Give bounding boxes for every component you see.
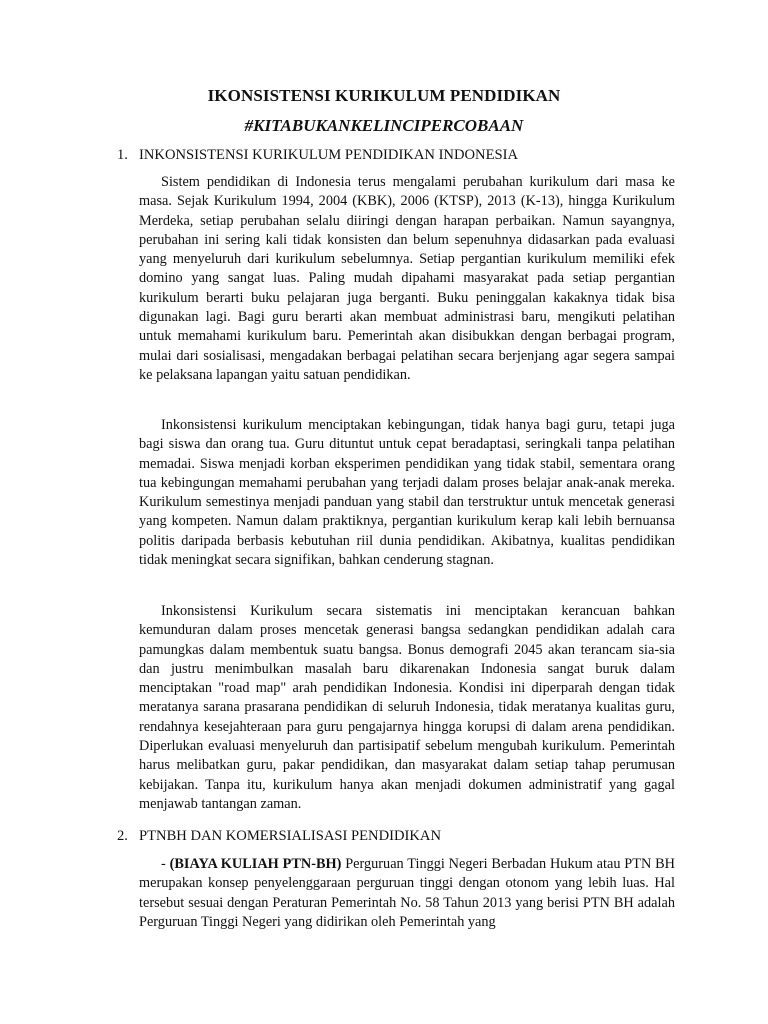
section-2-heading	[117, 826, 441, 846]
section-1-number: 1.	[117, 147, 128, 163]
section-1-paragraph-1: Sistem pendidikan di Indonesia terus mengalami perubahan kurikulum dari masa ke masa. Sejak Kurikulum 1994, 2004 (KBK), 2006 (KTSP), 2013 (K-13), hingga Kurikulum Merdeka, setiap perubahan selalu diiringi dengan harapan perbaikan. Namun sayangnya, perubahan ini sering kali tidak konsisten dan belum sepenuhnya didasarkan pada evaluasi yang menyeluruh dari kurikulum sebelumnya. Setiap pergantian kurikulum memiliki efek domino yang sangat luas. Paling mudah dipahami masyarakat pada setiap pergantian kurikulum berarti buku pelajaran juga berganti. Buku peninggalan kakaknya tidak bisa digunakan lagi. Bagi guru berarti akan membuat administrasi baru, mengikuti pelatihan untuk memahami kurikulum baru. Pemerintah akan disibukkan dengan berbagai program, mulai dari sosialisasi, mengadakan berbagai pelatihan secara berjenjang agar segera sampai ke pelaksana lapangan yaitu satuan pendidikan.	[139, 174, 675, 383]
section-2-title: PTNBH DAN KOMERSIALISASI PENDIDIKAN	[139, 828, 442, 844]
bold-label: (BIAYA KULIAH PTN-BH)	[169, 856, 342, 872]
section-1-title: INKONSISTENSI KURIKULUM PENDIDIKAN INDONESIA	[139, 147, 519, 163]
dash-prefix: -	[161, 856, 170, 872]
section-2-number: 2.	[117, 828, 128, 844]
section-1-heading	[117, 145, 518, 165]
document-title: IKONSISTENSI KURIKULUM PENDIDIKAN	[207, 86, 561, 105]
section-1-paragraph-2: Inkonsistensi kurikulum menciptakan kebingungan, tidak hanya bagi guru, tetapi juga bagi siswa dan orang tua. Guru dituntut untuk cepat beradaptasi, seringkali tanpa pelatihan memadai. Siswa menjadi korban eksperimen pendidikan yang tidak stabil, sementara orang tua kebingungan memahami perubahan yang terjadi dalam proses belajar anak-anak mereka. Kurikulum semestinya menjadi panduan yang stabil dan terstruktur untuk mencetak generasi yang kompeten. Namun dalam praktiknya, pergantian kurikulum kerap kali lebih bernuansa politis daripada berbasis kebutuhan riil dunia pendidikan. Akibatnya, kualitas pendidikan tidak meningkat secara signifikan, bahkan cenderung stagnan.	[139, 417, 675, 569]
document-hashtag: #KITABUKANKELINCIPERCOBAAN	[244, 116, 524, 135]
section-1-paragraph-3: Inkonsistensi Kurikulum secara sistematis ini menciptakan kerancuan bahkan kemunduran dalam proses mencetak generasi bangsa sedangkan pendidikan adalah cara pamungkas dalam membentuk suatu bangsa. Bonus demografi 2045 akan terancam sia-sia dan justru menimbulkan masalah baru dikarenakan Indonesia sangat buruk dalam menciptakan "road map" arah pendidikan Indonesia. Kondisi ini diperparah dengan tidak meratanya sarana prasarana pendidikan di seluruh Indonesia, tidak meratanya kualitas guru, rendahnya kesejahteraan para guru pengajarnya hingga korupsi di dalam arena pendidikan. Diperlukan evaluasi menyeluruh dan partisipatif sebelum mengubah kurikulum. Pemerintah harus melibatkan guru, pakar pendidikan, dan masyarakat dalam setiap tahap perumusan kebijakan. Tanpa itu, kurikulum hanya akan menjadi dokumen administratif yang gagal menjawab tantangan zaman.	[139, 603, 675, 812]
dash-paragraph-text: Perguruan Tinggi Negeri Berbadan Hukum atau PTN BH merupakan konsep penyelenggaraan perguruan tinggi dengan otonom yang lebih luas. Hal tersebut sesuai dengan Peraturan Pemerintah No. 58 Tahun 2013 yang berisi PTN BH adalah Perguruan Tinggi Negeri yang didirikan oleh Pemerintah yang	[139, 856, 675, 930]
section-2-paragraph-1	[139, 855, 675, 932]
